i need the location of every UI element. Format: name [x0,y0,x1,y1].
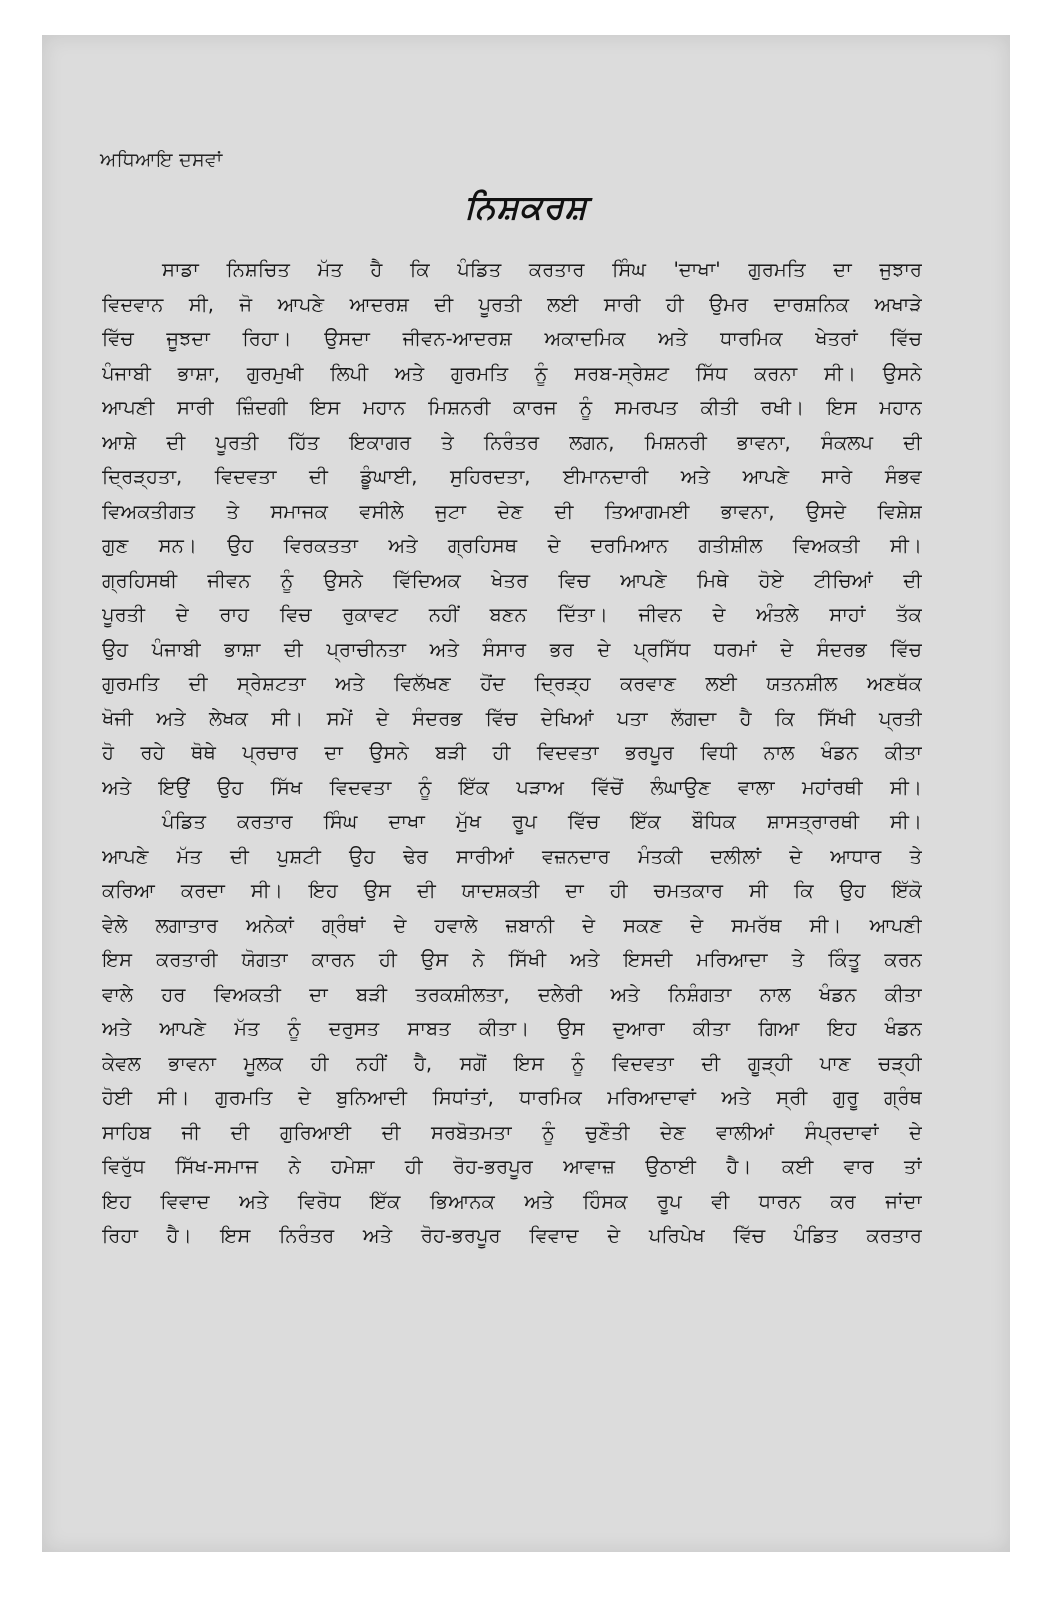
text-line: ਵੇਲੇ ਲਗਾਤਾਰ ਅਨੇਕਾਂ ਗ੍ਰੰਥਾਂ ਦੇ ਹਵਾਲੇ ਜ਼ਬਾਨੀ ਦੇ ਸਕਣ ਦੇ ਸਮਰੱਥ ਸੀ। ਆਪਣੀ [102,913,922,937]
text-line: ਵਿਰੁੱਧ ਸਿੱਖ-ਸਮਾਜ ਨੇ ਹਮੇਸ਼ਾ ਹੀ ਰੋਹ-ਭਰਪੂਰ ਆਵਾਜ਼ ਉਠਾਈ ਹੈ। ਕਈ ਵਾਰ ਤਾਂ [102,1155,922,1178]
text-line: ਵਿਅਕਤੀਗਤ ਤੇ ਸਮਾਜਕ ਵਸੀਲੇ ਜੁਟਾ ਦੇਣ ਦੀ ਤਿਆਗਮਈ ਭਾਵਨਾ, ਉਸਦੇ ਵਿਸ਼ੇਸ਼ [102,499,922,523]
text-line: ਕਰਿਆ ਕਰਦਾ ਸੀ। ਇਹ ਉਸ ਦੀ ਯਾਦਸ਼ਕਤੀ ਦਾ ਹੀ ਚਮਤਕਾਰ ਸੀ ਕਿ ਉਹ ਇੱਕੋ [102,879,922,902]
text-line: ਵਾਲੇ ਹਰ ਵਿਅਕਤੀ ਦਾ ਬੜੀ ਤਰਕਸ਼ੀਲਤਾ, ਦਲੇਰੀ ਅਤੇ ਨਿਸ਼ੰਗਤਾ ਨਾਲ ਖੰਡਨ ਕੀਤਾ [102,982,922,1006]
text-line: ਹੋ ਰਹੇ ਥੋਥੇ ਪ੍ਰਚਾਰ ਦਾ ਉਸਨੇ ਬੜੀ ਹੀ ਵਿਦਵਤਾ ਭਰਪੂਰ ਵਿਧੀ ਨਾਲ ਖੰਡਨ ਕੀਤਾ [102,741,922,764]
text-line: ਇਹ ਵਿਵਾਦ ਅਤੇ ਵਿਰੋਧ ਇੱਕ ਭਿਆਨਕ ਅਤੇ ਹਿੰਸਕ ਰੂਪ ਵੀ ਧਾਰਨ ਕਰ ਜਾਂਦਾ [102,1189,922,1213]
text-line: ਪੰਡਿਤ ਕਰਤਾਰ ਸਿੰਘ ਦਾਖਾ ਮੁੱਖ ਰੂਪ ਵਿੱਚ ਇੱਕ ਬੌਧਿਕ ਸ਼ਾਸਤ੍ਰਾਰਥੀ ਸੀ। [162,810,922,833]
text-line: ਇਸ ਕਰਤਾਰੀ ਯੋਗਤਾ ਕਾਰਨ ਹੀ ਉਸ ਨੇ ਸਿੱਖੀ ਅਤੇ ਇਸਦੀ ਮਰਿਆਦਾ ਤੇ ਕਿੰਤੂ ਕਰਨ [102,948,922,971]
text-line: ਸਾਡਾ ਨਿਸ਼ਚਿਤ ਮੱਤ ਹੈ ਕਿ ਪੰਡਿਤ ਕਰਤਾਰ ਸਿੰਘ 'ਦਾਖਾ' ਗੁਰਮਤਿ ਦਾ ਜੁਝਾਰ [162,258,922,281]
text-line: ਅਤੇ ਇਉਂ ਉਹ ਸਿੱਖ ਵਿਦਵਤਾ ਨੂੰ ਇੱਕ ਪੜਾਅ ਵਿੱਚੋਂ ਲੰਘਾਉਣ ਵਾਲਾ ਮਹਾਂਰਥੀ ਸੀ। [102,775,922,799]
text-line: ਗੁਰਮਤਿ ਦੀ ਸ੍ਰੇਸ਼ਟਤਾ ਅਤੇ ਵਿਲੱਖਣ ਹੋਂਦ ਦ੍ਰਿੜ੍ਹ ਕਰਵਾਣ ਲਈ ਯਤਨਸ਼ੀਲ ਅਣਥੱਕ [102,672,922,695]
text-line: ਉਹ ਪੰਜਾਬੀ ਭਾਸ਼ਾ ਦੀ ਪ੍ਰਾਚੀਨਤਾ ਅਤੇ ਸੰਸਾਰ ਭਰ ਦੇ ਪ੍ਰਸਿੱਧ ਧਰਮਾਂ ਦੇ ਸੰਦਰਭ ਵਿੱਚ [102,637,922,661]
text-line: ਆਸ਼ੇ ਦੀ ਪੂਰਤੀ ਹਿੱਤ ਇਕਾਗਰ ਤੇ ਨਿਰੰਤਰ ਲਗਨ, ਮਿਸ਼ਨਰੀ ਭਾਵਨਾ, ਸੰਕਲਪ ਦੀ [102,430,922,454]
text-line: ਕੇਵਲ ਭਾਵਨਾ ਮੂਲਕ ਹੀ ਨਹੀਂ ਹੈ, ਸਗੋਂ ਇਸ ਨੂੰ ਵਿਦਵਤਾ ਦੀ ਗੂੜ੍ਹੀ ਪਾਣ ਚੜ੍ਹੀ [102,1051,922,1075]
chapter-label: ਅਧਿਆਇ ਦਸਵਾਂ [100,149,223,171]
text-line: ਹੋਈ ਸੀ। ਗੁਰਮਤਿ ਦੇ ਬੁਨਿਆਦੀ ਸਿਧਾਂਤਾਂ, ਧਾਰਮਿਕ ਮਰਿਆਦਾਵਾਂ ਅਤੇ ਸ੍ਰੀ ਗੁਰੂ ਗ੍ਰੰਥ [102,1086,922,1109]
text-line: ਪੰਜਾਬੀ ਭਾਸ਼ਾ, ਗੁਰਮੁਖੀ ਲਿਪੀ ਅਤੇ ਗੁਰਮਤਿ ਨੂੰ ਸਰਬ-ਸ੍ਰੇਸ਼ਟ ਸਿੱਧ ਕਰਨਾ ਸੀ। ਉਸਨੇ [102,361,922,385]
text-line: ਵਿੱਚ ਜੂਝਦਾ ਰਿਹਾ। ਉਸਦਾ ਜੀਵਨ-ਆਦਰਸ਼ ਅਕਾਦਮਿਕ ਅਤੇ ਧਾਰਮਿਕ ਖੇਤਰਾਂ ਵਿੱਚ [102,327,922,350]
text-line: ਪੂਰਤੀ ਦੇ ਰਾਹ ਵਿਚ ਰੁਕਾਵਟ ਨਹੀਂ ਬਣਨ ਦਿੱਤਾ। ਜੀਵਨ ਦੇ ਅੰਤਲੇ ਸਾਹਾਂ ਤੱਕ [102,603,922,626]
text-line: ਵਿਦਵਾਨ ਸੀ, ਜੋ ਆਪਣੇ ਆਦਰਸ਼ ਦੀ ਪੂਰਤੀ ਲਈ ਸਾਰੀ ਹੀ ਉਮਰ ਦਾਰਸ਼ਨਿਕ ਅਖਾੜੇ [102,292,922,316]
text-line: ਰਿਹਾ ਹੈ। ਇਸ ਨਿਰੰਤਰ ਅਤੇ ਰੋਹ-ਭਰਪੂਰ ਵਿਵਾਦ ਦੇ ਪਰਿਪੇਖ ਵਿੱਚ ਪੰਡਿਤ ਕਰਤਾਰ [102,1224,922,1247]
text-line: ਖੋਜੀ ਅਤੇ ਲੇਖਕ ਸੀ। ਸਮੇਂ ਦੇ ਸੰਦਰਭ ਵਿੱਚ ਦੇਖਿਆਂ ਪਤਾ ਲੱਗਦਾ ਹੈ ਕਿ ਸਿੱਖੀ ਪ੍ਰਤੀ [102,706,922,730]
text-line: ਗੁਣ ਸਨ। ਉਹ ਵਿਰਕਤਤਾ ਅਤੇ ਗ੍ਰਹਿਸਥ ਦੇ ਦਰਮਿਆਨ ਗਤੀਸ਼ੀਲ ਵਿਅਕਤੀ ਸੀ। [102,534,922,557]
text-line: ਗ੍ਰਹਿਸਥੀ ਜੀਵਨ ਨੂੰ ਉਸਨੇ ਵਿੱਦਿਅਕ ਖੇਤਰ ਵਿਚ ਆਪਣੇ ਮਿਥੇ ਹੋਏ ਟੀਚਿਆਂ ਦੀ [102,568,922,592]
text-line: ਅਤੇ ਆਪਣੇ ਮੱਤ ਨੂੰ ਦਰੁਸਤ ਸਾਬਤ ਕੀਤਾ। ਉਸ ਦੁਆਰਾ ਕੀਤਾ ਗਿਆ ਇਹ ਖੰਡਨ [102,1017,922,1040]
text-line: ਸਾਹਿਬ ਜੀ ਦੀ ਗੁਰਿਆਈ ਦੀ ਸਰਬੋਤਮਤਾ ਨੂੰ ਚੁਣੌਤੀ ਦੇਣ ਵਾਲੀਆਂ ਸੰਪ੍ਰਦਾਵਾਂ ਦੇ [102,1120,922,1144]
text-line: ਆਪਣੇ ਮੱਤ ਦੀ ਪੁਸ਼ਟੀ ਉਹ ਢੇਰ ਸਾਰੀਆਂ ਵਜ਼ਨਦਾਰ ਮੰਤਕੀ ਦਲੀਲਾਂ ਦੇ ਆਧਾਰ ਤੇ [102,844,922,868]
body-text [102,253,922,1254]
text-line: ਦ੍ਰਿੜ੍ਹਤਾ, ਵਿਦਵਤਾ ਦੀ ਡੂੰਘਾਈ, ਸੁਹਿਰਦਤਾ, ਈਮਾਨਦਾਰੀ ਅਤੇ ਆਪਣੇ ਸਾਰੇ ਸੰਭਵ [102,465,922,488]
document-page [42,35,1010,1552]
text-line: ਆਪਣੀ ਸਾਰੀ ਜ਼ਿੰਦਗੀ ਇਸ ਮਹਾਨ ਮਿਸ਼ਨਰੀ ਕਾਰਜ ਨੂੰ ਸਮਰਪਤ ਕੀਤੀ ਰਖੀ। ਇਸ ਮਹਾਨ [102,396,922,419]
page-title: ਨਿਸ਼ਕਰਸ਼ [464,187,588,226]
